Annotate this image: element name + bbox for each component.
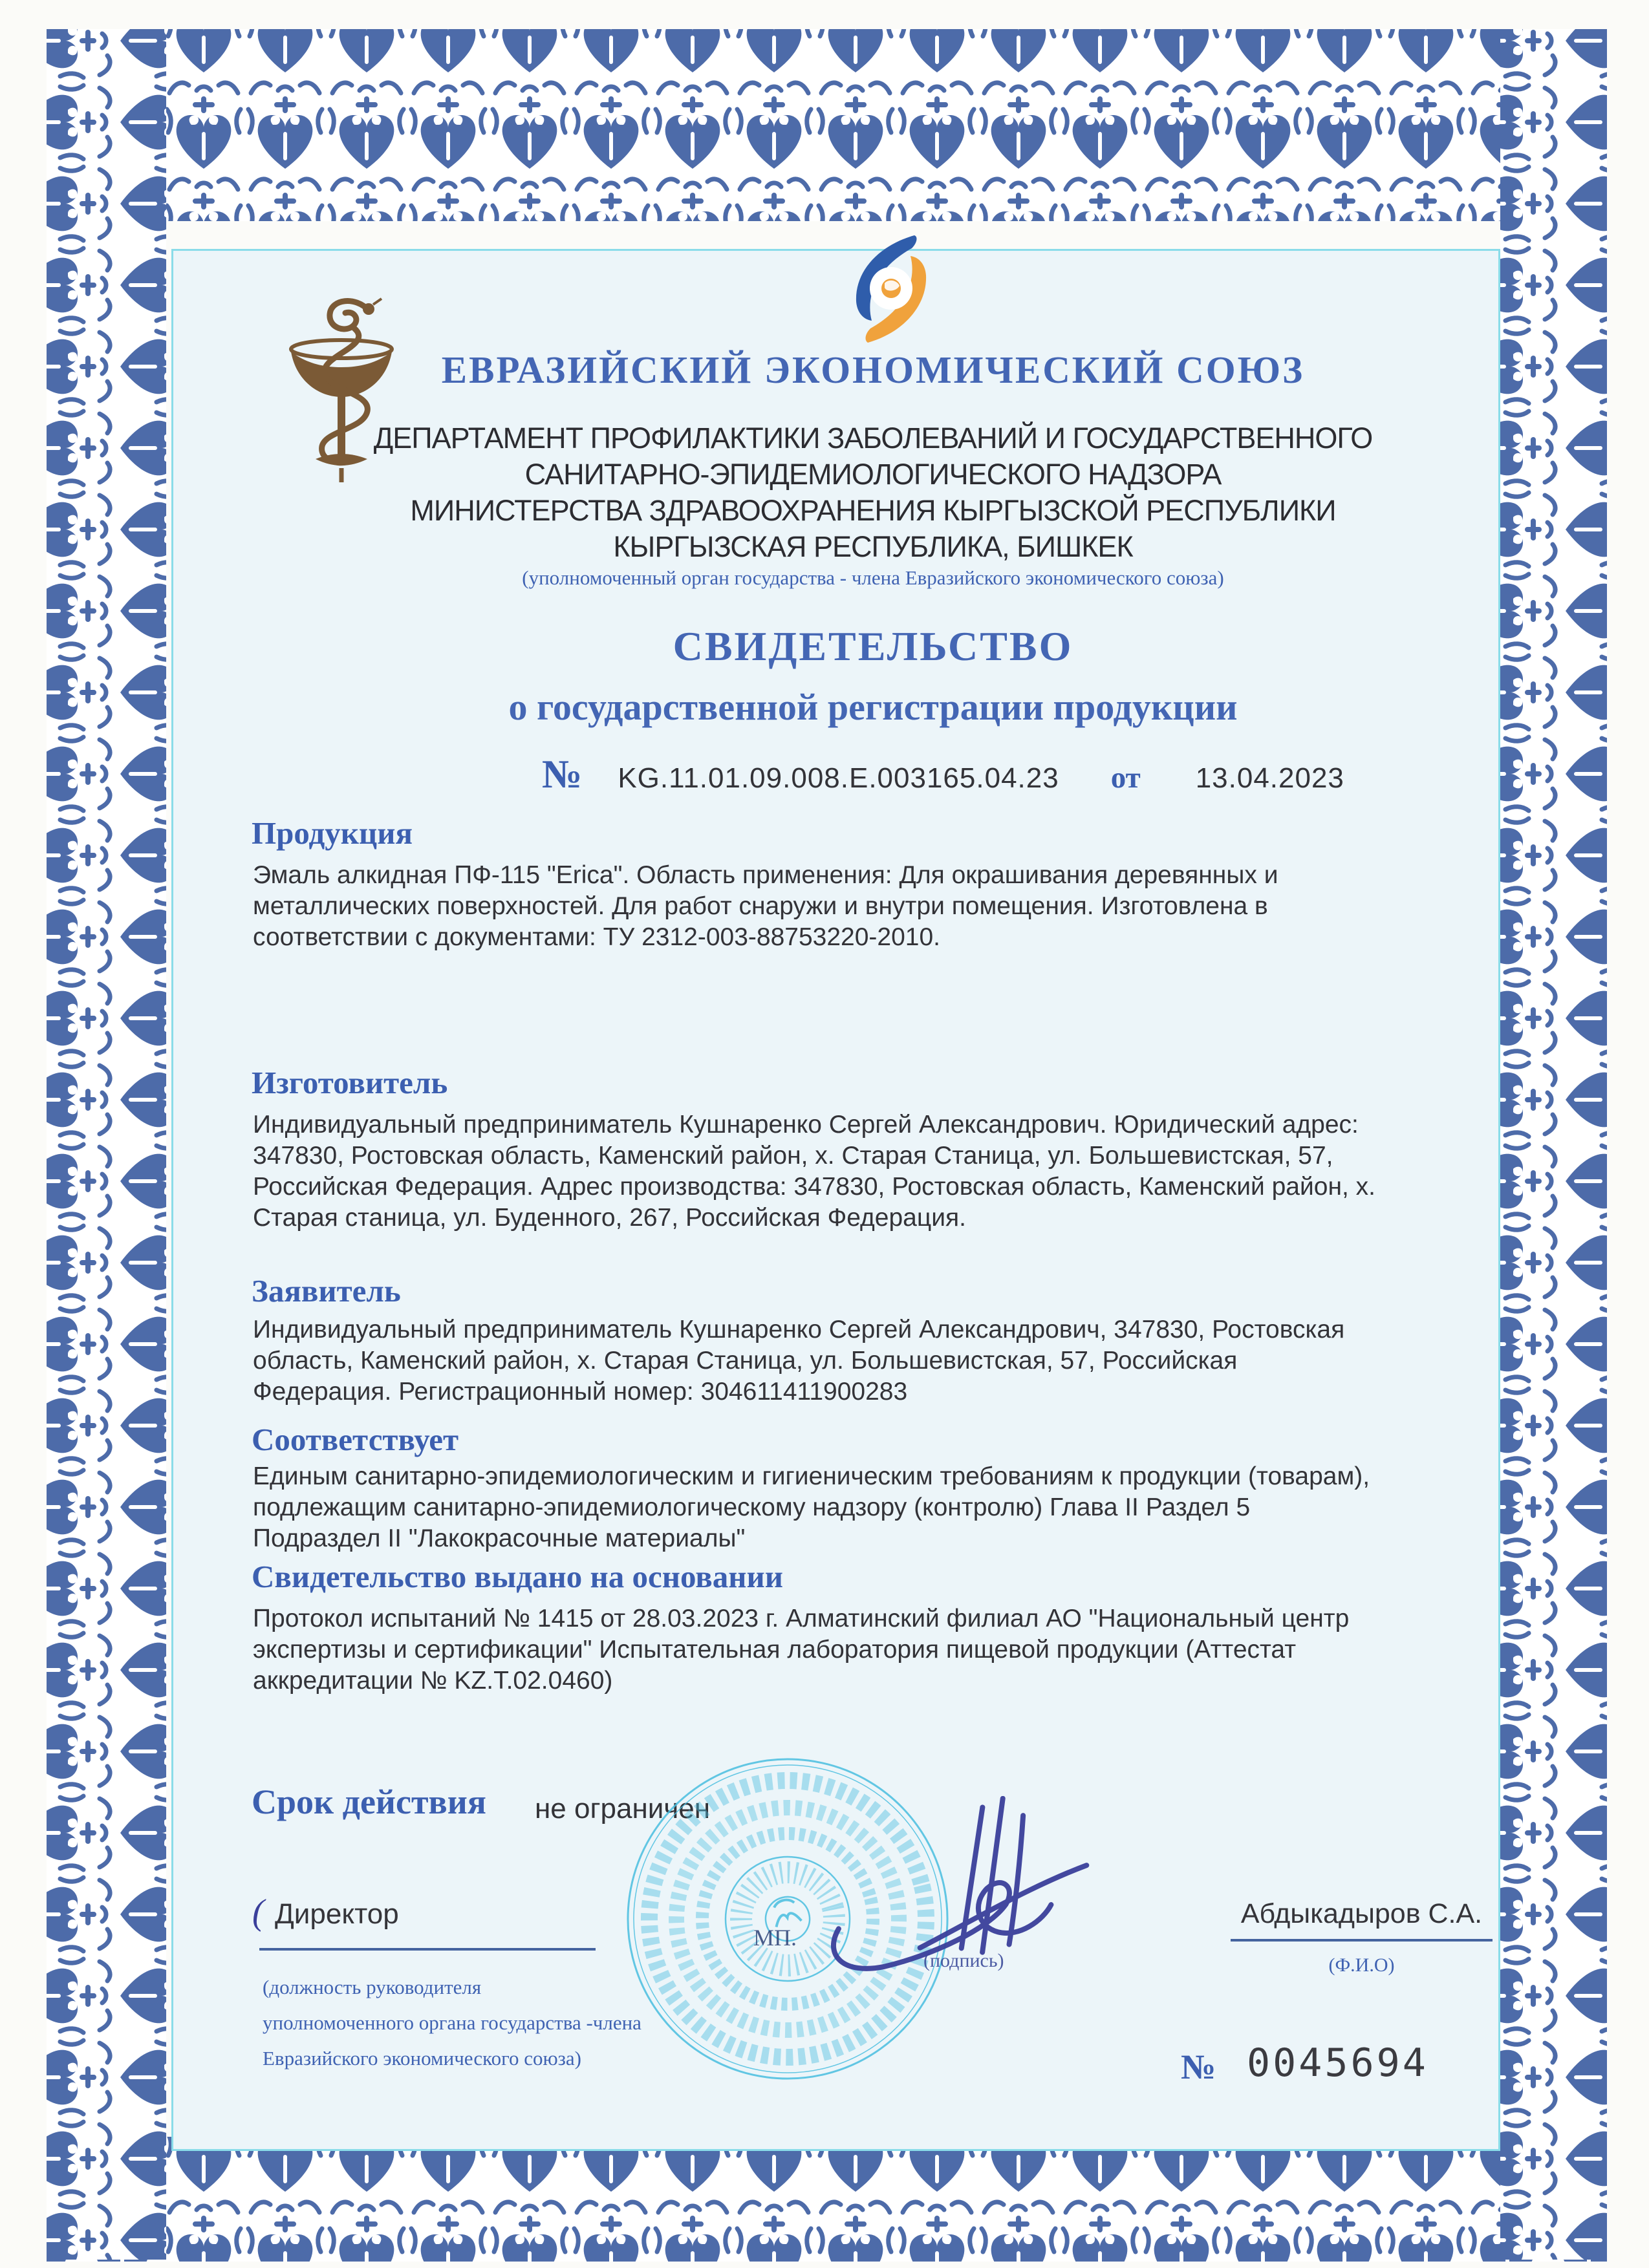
form-number-sign: № — [1181, 2048, 1216, 2086]
certificate-body — [171, 249, 1500, 2151]
section-text-product: Эмаль алкидная ПФ-115 "Erica". Область применения: Для окрашивания деревянных и металлических поверхностей. Для работ снаружи и внутри помещения. Изготовлена в соответствии с документами: ТУ 2312-003-88753220-2010. — [253, 861, 1278, 951]
section-text-manufacturer: Индивидуальный предприниматель Кушнаренко Сергей Александрович. Юридический адрес: 347830, Ростовская область, Каменский район, х. Старая Станица, ул. Большевистская, 57, Российская Федерация. Адрес производства: 347830, Ростовская область, Каменский район, х. Старая станица, ул. Буденного, 267, Российская Федерация. — [253, 1111, 1376, 1232]
section-heading-product: Продукция — [252, 815, 413, 851]
department-line: САНИТАРНО-ЭПИДЕМИОЛОГИЧЕСКОГО НАДЗОРА — [524, 458, 1222, 491]
union-title: ЕВРАЗИЙСКИЙ ЭКОНОМИЧЕСКИЙ СОЮЗ — [441, 348, 1305, 391]
department-name — [173, 420, 1498, 565]
number-sign: № — [542, 753, 583, 797]
certificate-date: 13.04.2023 — [1195, 762, 1344, 794]
section-heading-compliance: Соответствует — [252, 1422, 459, 1457]
section-text-compliance: Единым санитарно-эпидемиологическим и гигиеническим требованиям к продукции (товарам), подлежащим санитарно-эпидемиологическому надзору (контролю) Глава II Раздел 5 Подраздел II "Лакокрасочные материалы" — [253, 1462, 1370, 1552]
signer-position: Директор — [275, 1898, 399, 1930]
name-note: (Ф.И.О) — [1328, 1954, 1395, 1976]
certificate-title: СВИДЕТЕЛЬСТВО — [673, 623, 1073, 669]
validity-value: не ограничен — [535, 1793, 711, 1824]
certificate-number: KG.11.01.09.008.E.003165.04.23 — [618, 762, 1059, 794]
signature-note: (подпись) — [923, 1950, 1004, 1971]
section-heading-validity: Срок действия — [252, 1782, 487, 1821]
handwritten-signature — [814, 1796, 1092, 1984]
form-number: 0045694 — [1247, 2040, 1428, 2086]
certificate-subtitle: о государственной регистрации продукции — [508, 686, 1238, 728]
position-note-line: уполномоченного органа государства -члена — [263, 2011, 641, 2034]
handwritten-paren-mark: ( — [252, 1892, 264, 1932]
section-heading-manufacturer: Изготовитель — [252, 1065, 448, 1100]
signer-name: Абдыкадыров С.А. — [1240, 1898, 1483, 1929]
from-label: от — [1110, 761, 1141, 795]
department-line: КЫРГЫЗСКАЯ РЕСПУБЛИКА, БИШКЕК — [613, 530, 1133, 563]
position-note-line: Евразийского экономического союза) — [263, 2047, 582, 2070]
position-note-line: (должность руководителя — [263, 1976, 482, 1998]
authority-note: (уполномоченный орган государства - члена Евразийского экономического союза) — [522, 566, 1224, 589]
certificate-number-row — [542, 752, 1344, 798]
stamp-mp-label: МП. — [753, 1925, 797, 1951]
section-text-basis: Протокол испытаний № 1415 от 28.03.2023 г. Алматинский филиал АО "Национальный центр экспертизы и сертификации" Испытательная лаборатория пищевой продукции (Аттестат аккредитации № KZ.Т.02.0460) — [253, 1605, 1350, 1695]
section-text-applicant: Индивидуальный предприниматель Кушнаренко Сергей Александрович, 347830, Ростовская область, Каменский район, х. Старая Станица, ул. Большевистская, 57, Российская Федерация. Регистрационный номер: 304611411900283 — [253, 1316, 1345, 1406]
position-underline — [259, 1948, 596, 1951]
name-underline — [1231, 1939, 1493, 1942]
eaeu-logo — [788, 231, 988, 348]
section-heading-basis: Свидетельство выдано на основании — [252, 1559, 783, 1594]
department-line: ДЕПАРТАМЕНТ ПРОФИЛАКТИКИ ЗАБОЛЕВАНИЙ И ГОСУДАРСТВЕННОГО — [373, 422, 1373, 455]
section-heading-applicant: Заявитель — [252, 1273, 401, 1309]
department-line: МИНИСТЕРСТВА ЗДРАВООХРАНЕНИЯ КЫРГЫЗСКОЙ РЕСПУБЛИКИ — [410, 494, 1336, 527]
signer-block — [1231, 1898, 1493, 1976]
